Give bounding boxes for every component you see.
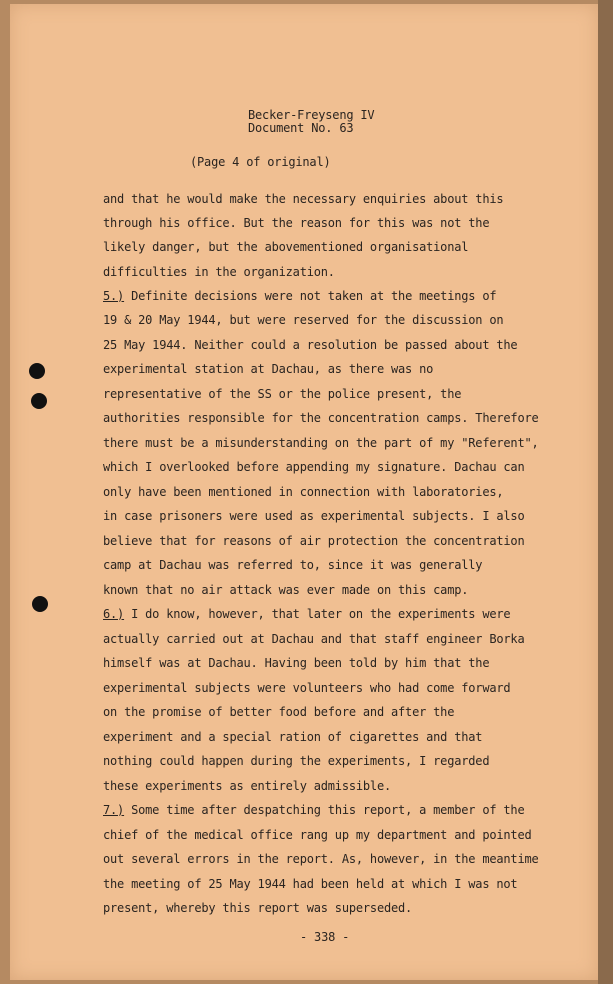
text-line: present, whereby this report was superseded. (103, 901, 413, 915)
text-line: out several errors in the report. As, however, in the meantime (103, 852, 539, 866)
text-line: these experiments as entirely admissible. (103, 779, 392, 793)
page-number: - 338 - (300, 930, 350, 944)
text-line: himself was at Dachau. Having been told by him that the (103, 656, 490, 670)
text-line: through his office. But the reason for this was not the (103, 216, 490, 230)
item-number: 6.) (103, 607, 125, 621)
item-number: 5.) (103, 289, 125, 303)
punch-hole (32, 596, 48, 612)
text-line: which I overlooked before appending my signature. Dachau can (103, 460, 525, 474)
document-header-number: Document No. 63 (248, 121, 354, 135)
text-line: experimental subjects were volunteers who had come forward (103, 681, 511, 695)
text-line: in case prisoners were used as experimental subjects. I also (103, 509, 525, 523)
text-line: representative of the SS or the police present, the (103, 387, 462, 401)
text-line: experiment and a special ration of cigarettes and that (103, 730, 483, 744)
text-line: known that no air attack was ever made on this camp. (103, 583, 469, 597)
document-header-title: Becker-Freyseng IV (248, 108, 375, 122)
text-line: authorities responsible for the concentration camps. Therefore (103, 411, 539, 425)
text-line: believe that for reasons of air protection the concentration (103, 534, 525, 548)
text-line: difficulties in the organization. (103, 265, 335, 279)
text-line: only have been mentioned in connection with laboratories, (103, 485, 504, 499)
text-line: there must be a misunderstanding on the part of my "Referent", (103, 436, 539, 450)
punch-hole (31, 393, 47, 409)
text-line: and that he would make the necessary enquiries about this (103, 192, 504, 206)
text-line: 19 & 20 May 1944, but were reserved for the discussion on (103, 313, 504, 327)
text-line: on the promise of better food before and after the (103, 705, 455, 719)
text-line: chief of the medical office rang up my department and pointed (103, 828, 532, 842)
text-line: 25 May 1944. Neither could a resolution be passed about the (103, 338, 518, 352)
text-line: experimental station at Dachau, as there was no (103, 362, 434, 376)
punch-hole (29, 363, 45, 379)
text-line: the meeting of 25 May 1944 had been held at which I was not (103, 877, 518, 891)
text-line: camp at Dachau was referred to, since it was generally (103, 558, 483, 572)
page-edge-shadow (598, 0, 613, 984)
paragraph-line (103, 289, 496, 303)
text-line: actually carried out at Dachau and that staff engineer Borka (103, 632, 525, 646)
item-number: 7.) (103, 803, 125, 817)
text-line: I do know, however, that later on the experiments were (124, 607, 511, 621)
text-line: nothing could happen during the experiments, I regarded (103, 754, 490, 768)
text-line: Some time after despatching this report, a member of the (124, 803, 525, 817)
text-line: Definite decisions were not taken at the meetings of (124, 289, 497, 303)
page-note: (Page 4 of original) (190, 155, 331, 169)
paragraph-line (103, 607, 510, 621)
paragraph-line (103, 803, 524, 817)
text-line: likely danger, but the abovementioned organisational (103, 240, 469, 254)
